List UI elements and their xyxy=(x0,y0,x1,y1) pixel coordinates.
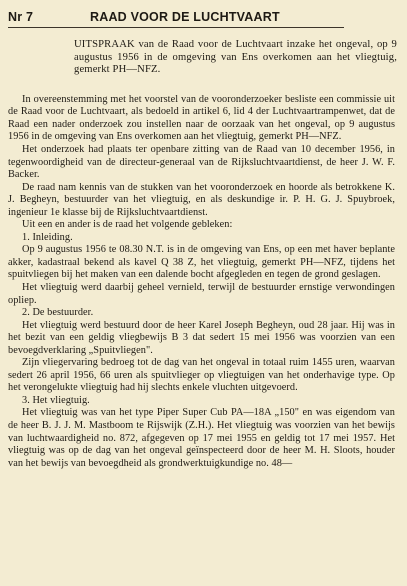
section-heading: 2. De bestuurder. xyxy=(22,307,94,319)
intro-paragraph: Het onderzoek had plaats ter openbare zitting van de Raad van 10 december 1956, in tegenwoordigheid van de directeur-generaal van de Rijksluchtvaartdienst, de heer J. W. F. Backer. xyxy=(8,143,395,181)
intro-paragraph: Uit een en ander is de raad het volgende gebleken: xyxy=(22,219,233,231)
header-rule xyxy=(8,27,344,28)
page-header xyxy=(8,10,395,24)
section-paragraph: Het vliegtuig was van het type Piper Super Cub PA—18A „150" en was eigendom van de heer B. J. J. M. Mastboom te Rijswijk (Z.H.). Het vliegtuig was voorzien van het bewijs van luchtwaardigheid no. 872, afgegeven op 17 mei 1955 en geldig tot 17 mei 1957. Het vliegtuig was op de dag van het ongeval geïnspecteerd door de heer M. H. Sloots, houder van het bewijs van bevoegdheid als grondwerktuigkundige no. 48— xyxy=(8,407,395,469)
intro-paragraph: In overeenstemming met het voorstel van de vooronderzoeker besliste een commissie uit de Raad voor de Luchtvaart, als bedoeld in artikel 6, lid 4 der Luchtvaartrampenwet, dat de Raad een nader onderzoek zou instellen naar de oorzaak van het ongeval, op 9 augustus 1956 in de omgeving van Ens overkomen aan het vliegtuig, gemerkt PH—NFZ. xyxy=(8,93,395,143)
section-paragraph: Zijn vliegervaring bedroeg tot de dag van het ongeval in totaal ruim 1455 uren, waarvan sedert 26 april 1956, 66 uren als spuitvlieger op vliegtuigen van het onderhavige type. Op het verongelukte vliegtuig had hij slechts enkele vluchten uitgevoerd. xyxy=(8,357,395,394)
document-body xyxy=(8,94,395,470)
issue-number: Nr 7 xyxy=(8,10,34,24)
ruling-title: UITSPRAAK van de Raad voor de Luchtvaart inzake het ongeval, op 9 augustus 1956 in de omgeving van Ens overkomen aan het vliegtuig, gemerkt PH—NFZ. xyxy=(74,39,397,76)
journal-title: RAAD VOOR DE LUCHTVAART xyxy=(90,10,280,24)
intro-paragraph: De raad nam kennis van de stukken van het vooronderzoek en hoorde als betrokkene K. J. Begheyn, bestuurder van het vliegtuig, en als deskundige ir. P. H. G. J. Spuybroek, ingenieur 1e klasse bij de Rijksluchtvaartdienst. xyxy=(8,181,395,218)
section-paragraph: Op 9 augustus 1956 te 08.30 N.T. is in de omgeving van Ens, op een met haver beplante akker, kadastraal bekend als kavel Q 38 Z, het vliegtuig, gemerkt PH—NFZ, tijdens het spuitvliegen bij het maken van een dalende bocht afgegleden en tegen de grond geslagen. xyxy=(8,244,395,281)
section-heading: 1. Inleiding. xyxy=(22,231,73,243)
section-paragraph: Het vliegtuig werd bestuurd door de heer Karel Joseph Begheyn, oud 28 jaar. Hij was in het bezit van een geldig vliegbewijs B 3 dat sedert 15 mei 1956 was voorzien van een bevoegdverklaring „Spuitvliegen". xyxy=(8,319,395,356)
section-heading: 3. Het vliegtuig. xyxy=(22,394,90,406)
section-paragraph: Het vliegtuig werd daarbij geheel vernield, terwijl de bestuurder ernstige verwondingen opliep. xyxy=(8,281,395,306)
